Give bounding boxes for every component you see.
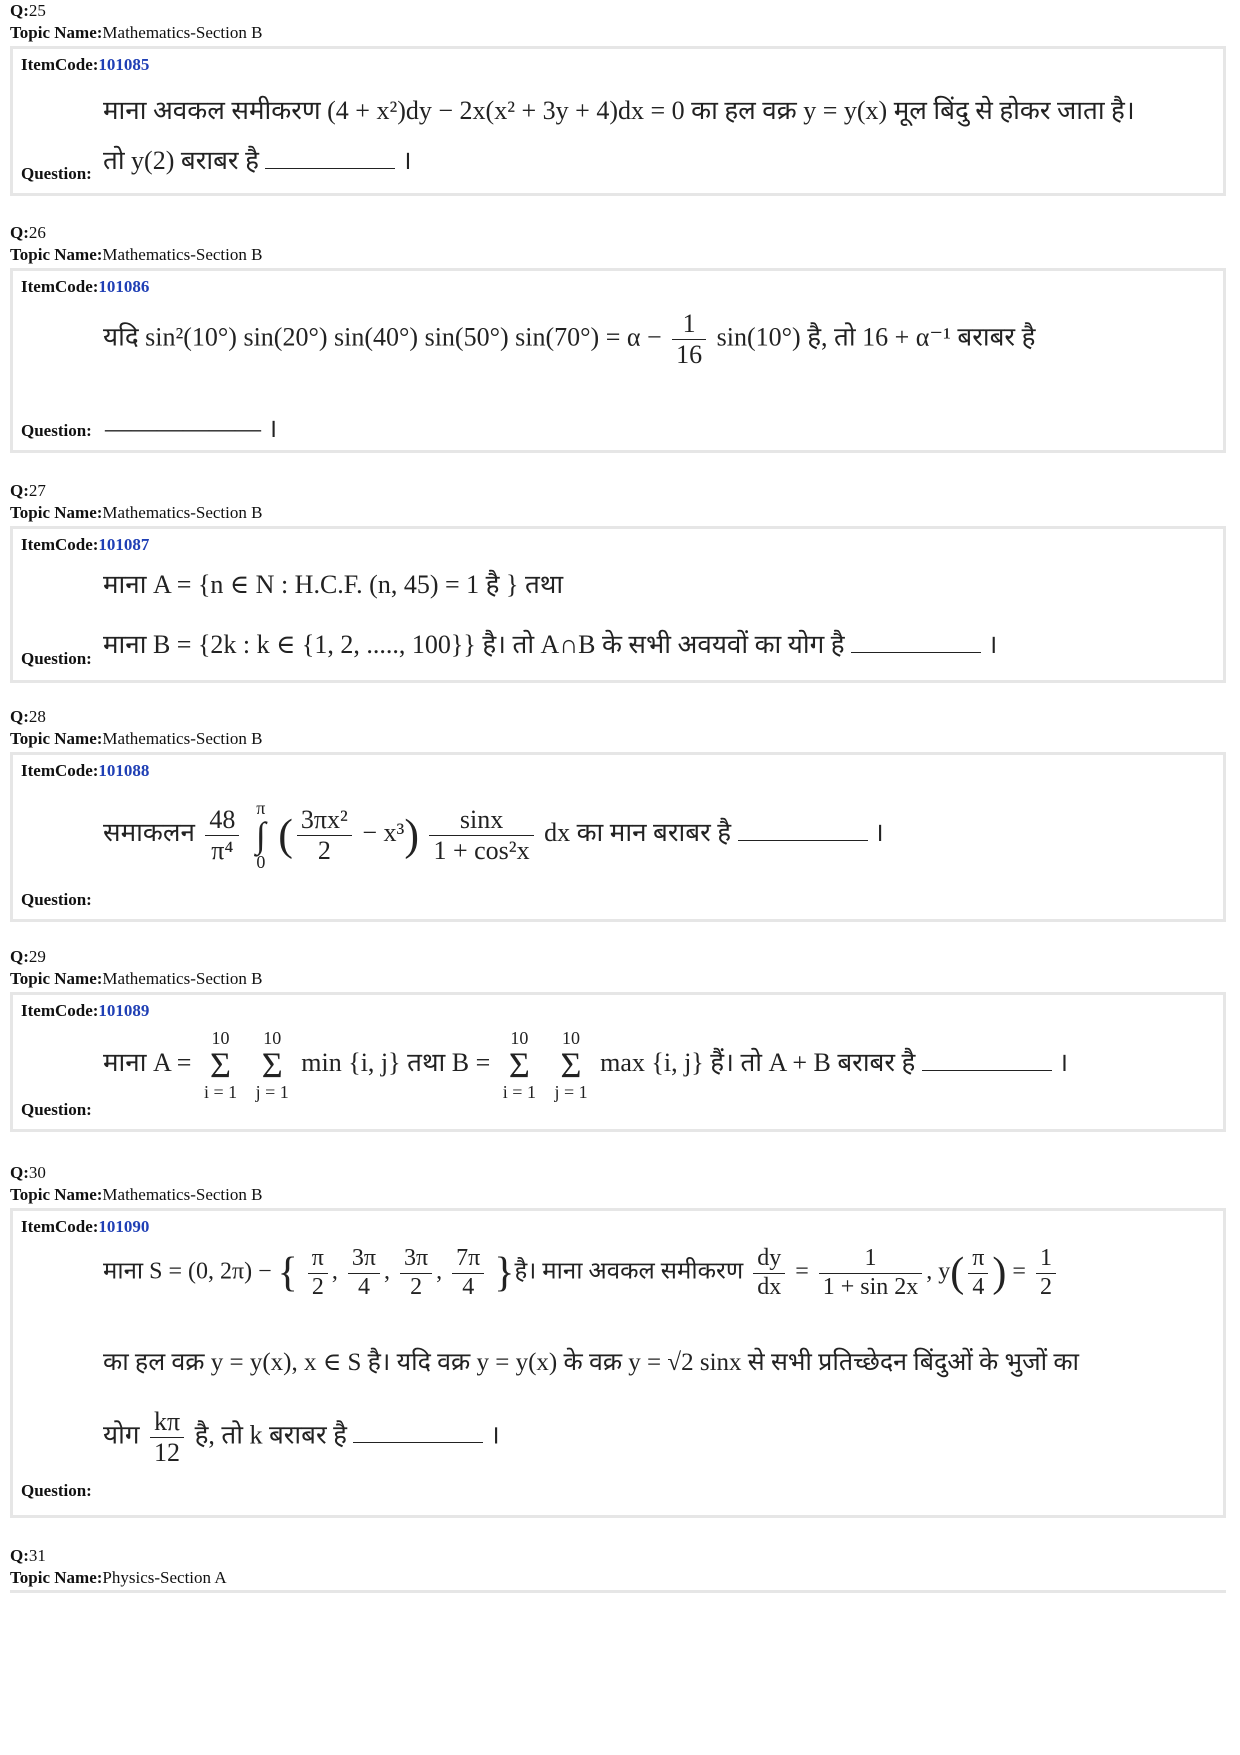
question-25 (10, 0, 1228, 183)
set-value-4: $\frac{7\pi}{4}$ (452, 1245, 484, 1301)
question-box (10, 1208, 1226, 1518)
question-label: Question: (21, 890, 92, 909)
question-27 (10, 480, 1228, 668)
set-value-3: $\frac{3\pi}{2}$ (400, 1245, 432, 1301)
topic-name: Topic Name:Mathematics-Section B (10, 969, 263, 988)
coefficient-fraction: $\frac{48}{\text{π⁴}}$ (205, 805, 239, 866)
question-29 (10, 946, 1228, 1119)
question-31 (10, 1545, 1228, 1589)
question-number: Q:26 (10, 223, 46, 242)
answer-blank (922, 1052, 1052, 1071)
topic-name: Topic Name:Mathematics-Section B (10, 23, 263, 42)
topic-name: Topic Name:Mathematics-Section B (10, 729, 263, 748)
question-26 (10, 222, 1228, 443)
sum-sign-j-b: 10 Σ j = 1 (554, 1028, 588, 1102)
question-box (10, 526, 1226, 683)
fraction: $\frac{1}{16}$ (672, 309, 706, 370)
question-line-2: तो y(2) बराबर है । (103, 146, 412, 175)
derivative: $\frac{dy}{dx}$ (753, 1245, 785, 1301)
question-label: Question: (21, 164, 92, 183)
question-line-1: यदि sin²(10°) sin(20°) sin(40°) sin(50°) sin(70°) = α − $\frac{1}{16}$ sin(10°) है, तो 16 + α⁻¹ बराबर है (103, 309, 1036, 369)
answer-blank (353, 1424, 483, 1443)
question-number: Q:27 (10, 481, 46, 500)
item-code: ItemCode:101086 (21, 277, 150, 296)
question-line-1: माना A = {n ∈ N : H.C.F. (n, 45) = 1 है } तथा (103, 570, 564, 599)
topic-name: Topic Name:Mathematics-Section B (10, 1185, 263, 1204)
sum-sign-i: 10 Σ i = 1 (203, 1028, 238, 1102)
divider (10, 1590, 1226, 1593)
topic-name: Topic Name:Physics-Section A (10, 1568, 227, 1587)
sum-sign-i-b: 10 Σ i = 1 (502, 1028, 536, 1102)
condition-arg: $\frac{\pi}{4}$ (968, 1245, 988, 1301)
item-code: ItemCode:101087 (21, 535, 150, 554)
question-box (10, 268, 1226, 453)
condition-value: $\frac{1}{2}$ (1036, 1245, 1056, 1301)
answer-blank (851, 634, 981, 653)
question-number: Q:31 (10, 1546, 46, 1565)
question-label: Question: (21, 421, 92, 440)
question-line-2: का हल वक्र y = y(x), x ∈ S है। यदि वक्र y = y(x) के वक्र y = √2 sinx से सभी प्रतिच्छेदन बिंदुओं के भुजों का (103, 1349, 1080, 1376)
topic-name: Topic Name:Mathematics-Section B (10, 245, 263, 264)
trig-fraction: $\frac{\sin x}{\text{1 + cos²x}}$ (429, 805, 533, 866)
k-fraction: $\frac{k\pi}{12}$ (150, 1407, 184, 1468)
question-number: Q:30 (10, 1163, 46, 1182)
question-box (10, 46, 1226, 196)
integral-sign: π ∫ 0 (255, 798, 266, 872)
topic-name: Topic Name:Mathematics-Section B (10, 503, 263, 522)
question-line-1: माना S = (0, 2π) − { $\frac{\pi}{2}$ , $\frac{3\pi}{4}$ , $\frac{3\pi}{2}$ , $\frac{7\pi}{4}$ }है। माना अवकल समीकरण $\frac{dy}{dx}$ = $\frac{1}{1 + \sin 2x}$ , y( $\frac{\pi}{4}$ ) = $\frac{1}{2}$ (103, 1245, 1060, 1301)
question-label: Question: (21, 1481, 92, 1500)
question-line-2: माना B = {2k : k ∈ {1, 2, ....., 100}} है। तो A∩B के सभी अवयवों का योग है । (103, 630, 998, 659)
answer-blank (265, 150, 395, 169)
set-value-1: $\frac{\pi}{2}$ (308, 1245, 328, 1301)
item-code: ItemCode:101088 (21, 761, 150, 780)
item-code: ItemCode:101089 (21, 1001, 150, 1020)
sum-expression: माना A = 10 Σ i = 1 10 Σ j = 1 min {i, j} तथा B = 10 Σ i = 1 10 Σ j = 1 max {i, j} हैं। तो A + B बराबर है । (103, 1028, 1069, 1102)
question-box (10, 752, 1226, 922)
question-label: Question: (21, 1100, 92, 1119)
question-line-2: —————— । (105, 414, 278, 443)
question-30 (10, 1162, 1228, 1500)
item-code: ItemCode:101085 (21, 55, 150, 74)
question-number: Q:29 (10, 947, 46, 966)
sum-sign-j: 10 Σ j = 1 (255, 1028, 289, 1102)
item-code: ItemCode:101090 (21, 1217, 150, 1236)
question-line-1: माना अवकल समीकरण (4 + x²)dy − 2x(x² + 3y + 4)dx = 0 का हल वक्र y = y(x) मूल बिंदु से होकर जाता है। (103, 96, 1135, 125)
question-number: Q:25 (10, 1, 46, 20)
question-label: Question: (21, 649, 92, 668)
rhs-fraction: $\frac{1}{1 + \sin 2x}$ (819, 1245, 923, 1301)
answer-blank (738, 822, 868, 841)
integral-expression: समाकलन $\frac{48}{\text{π⁴}}$ π ∫ 0 ( $\frac{\text{3πx²}}{2}$ − x³) $\frac{\sin x}{\text{1 + cos²x}}$ dx का मान बराबर है । (103, 798, 884, 872)
question-box (10, 992, 1226, 1132)
question-number: Q:28 (10, 707, 46, 726)
inner-fraction: $\frac{\text{3πx²}}{2}$ (297, 805, 352, 866)
set-value-2: $\frac{3\pi}{4}$ (348, 1245, 380, 1301)
question-line-3: योग $\frac{k\pi}{12}$ है, तो k बराबर है । (103, 1407, 500, 1467)
question-28 (10, 706, 1228, 909)
